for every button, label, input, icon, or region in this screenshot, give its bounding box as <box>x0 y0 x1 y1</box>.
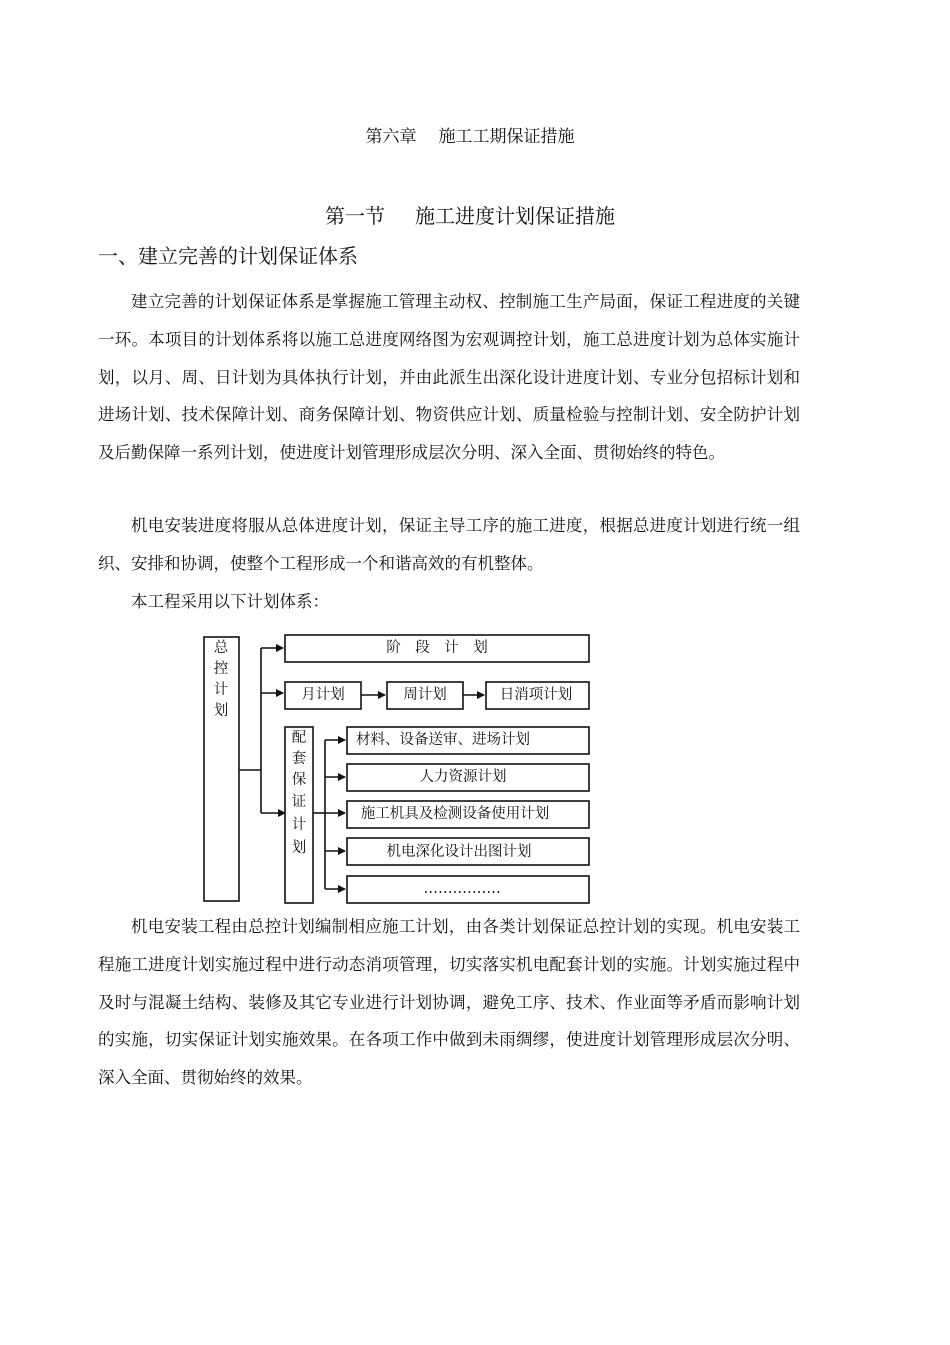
paragraph-4: 机电安装工程由总控计划编制相应施工计划，由各类计划保证总控计划的实现。机电安装工程施工进度计划实施过程中进行动态消项管理，切实落实机电配套计划的实施。计划实施过程中及时与混凝土结构、装修及其它专业进行计划协调，避免工序、技术、作业面等矛盾而影响计划的实施，切实保证计划实施效果。在各项工作中做到未雨绸缪，使进度计划管理形成层次分明、深入全面、贯彻始终的效果。 <box>98 917 800 1088</box>
support-char-3: 保 <box>291 772 307 788</box>
month-plan-label: 月计划 <box>301 687 345 703</box>
section-number: 第一节 <box>325 204 385 228</box>
support-char-1: 配 <box>291 730 307 746</box>
support-char-6: 划 <box>291 840 307 856</box>
paragraph-1: 建立完善的计划保证体系是掌握施工管理主动权、控制施工生产局面，保证工程进度的关键一环。本项目的计划体系将以施工总进度网络图为宏观调控计划，施工总进度计划为总体实施计划，以月、周、日计划为具体执行计划，并由此派生出深化设计进度计划、专业分包招标计划和进场计划、技术保障计划、商务保障计划、物资供应计划、质量检验与控制计划、安全防护计划及后勤保障一系列计划，使进度计划管理形成层次分明、深入全面、贯彻始终的特色。 <box>98 292 800 463</box>
paragraph-2: 机电安装进度将服从总体进度计划，保证主导工序的施工进度，根据总进度计划进行统一组织、安排和协调，使整个工程形成一个和谐高效的有机整体。 <box>98 516 800 573</box>
support-char-5: 计 <box>291 817 307 833</box>
master-char-4: 划 <box>213 703 229 719</box>
section-name: 施工进度计划保证措施 <box>415 204 615 228</box>
stage-plan-label: 阶 段 计 划 <box>386 640 488 656</box>
item-label-3: 施工机具及检测设备使用计划 <box>360 806 550 822</box>
item-label-5: ……………. <box>423 881 501 897</box>
item-label-2: 人力资源计划 <box>419 769 507 785</box>
support-char-4: 证 <box>291 794 307 810</box>
master-char-2: 控 <box>213 661 229 677</box>
support-char-2: 套 <box>291 751 307 767</box>
master-char-3: 计 <box>213 682 229 698</box>
chapter-name: 施工工期保证措施 <box>438 127 575 147</box>
week-plan-label: 周计划 <box>403 687 447 703</box>
item-label-1: 材料、设备送审、进场计划 <box>356 732 530 748</box>
item-label-4: 机电深化设计出图计划 <box>386 844 532 860</box>
heading-1: 一、建立完善的计划保证体系 <box>98 244 358 268</box>
master-char-1: 总 <box>213 640 229 656</box>
paragraph-3: 本工程采用以下计划体系： <box>131 592 329 611</box>
chapter-number: 第六章 <box>365 127 417 147</box>
day-plan-label: 日消项计划 <box>499 687 573 703</box>
